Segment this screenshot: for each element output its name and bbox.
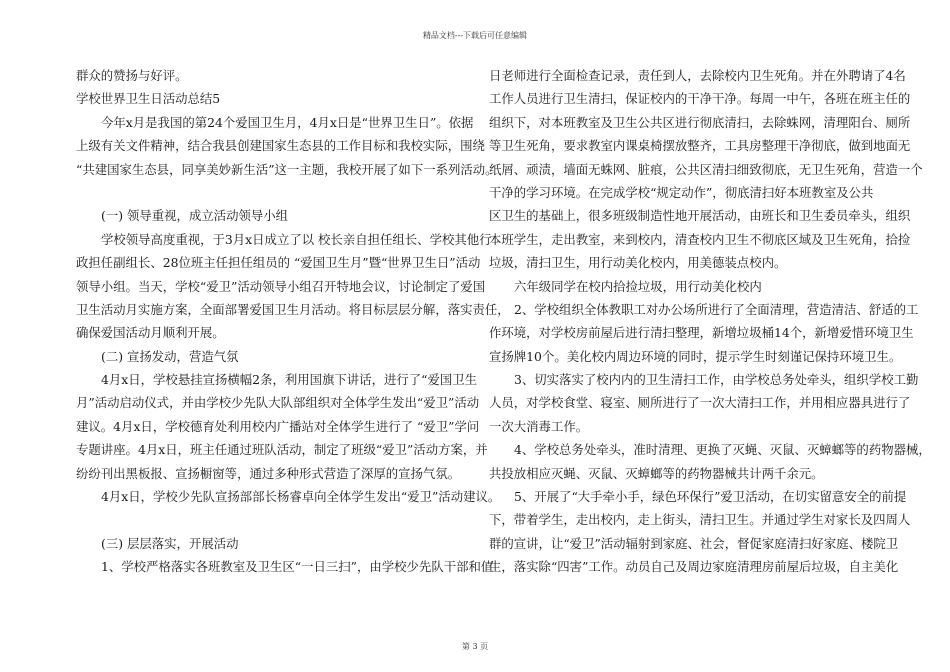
text-line: 纸屑、顽渍，墙面无蛛网、脏痕，公共区清扫细致彻底，无卫生死角，营造一个 bbox=[489, 161, 923, 177]
text-line: 学校领导高度重视，于3月x日成立了以 校长亲自担任组长、学校其他行 bbox=[101, 231, 492, 247]
text-line: 宣扬牌10个。美化校内周边环境的同时，提示学生时刻谨记保持环境卫生。 bbox=[489, 348, 902, 364]
text-line: 垃圾，清扫卫生，用行动美化校内，用美德装点校内。 bbox=[489, 255, 787, 271]
right-column bbox=[489, 64, 931, 579]
text-line: 政担任副组长、28位班主任担任组员的 “爱国卫生月”暨“世界卫生日”活动 bbox=[76, 255, 481, 271]
page-header: 精品文档---下载后可任意编辑 bbox=[422, 31, 528, 40]
text-line: 群的宣讲，让“爱卫”活动辐射到家庭、社会，督促家庭清扫好家庭、楼院卫 bbox=[489, 535, 899, 551]
text-line: 组织下，对本班教室及卫生公共区进行彻底清扫，去除蛛网，清理阳台、厕所 bbox=[489, 114, 911, 130]
text-line: (一) 领导重视，成立活动领导小组 bbox=[101, 208, 289, 224]
text-line: 生，落实除“四害”工作。动员自己及周边家庭清理房前屋后垃圾，自主美化 bbox=[489, 559, 899, 575]
text-line: 本班学生，走出教室，来到校内，清查校内卫生不彻底区域及卫生死角，拾捡 bbox=[489, 231, 911, 247]
text-line bbox=[76, 508, 448, 531]
text-line: 人员，对学校食堂、寝室、厕所进行了一次大清扫工作，并用相应器具进行了 bbox=[489, 395, 911, 411]
text-line: 共投放相应灭蝇、灭鼠、灭蟑螂等的药物器械共计两千余元。 bbox=[489, 465, 824, 481]
text-line: 等卫生死角，要求教室内课桌椅摆放整齐，工具房整理干净彻底，做到地面无 bbox=[489, 138, 911, 154]
text-line: 5、开展了“大手牵小手，绿色环保行”爱卫活动，在切实留意安全的前提 bbox=[514, 489, 907, 505]
text-line: 4月x日，学校少先队宣扬部部长杨睿卓向全体学生发出“爱卫”活动建议。 bbox=[101, 489, 501, 505]
text-line: 六年级同学在校内拾捡垃圾，用行动美化校内 bbox=[514, 278, 762, 294]
text-line: 卫生活动月实施方案，全面部署爱国卫生月活动。将目标层层分解，落实责任， bbox=[76, 301, 510, 317]
text-line: 区卫生的基础上，很多班级制造性地开展活动，由班长和卫生委员牵头，组织 bbox=[489, 208, 911, 224]
text-line: 日老师进行全面检查记录，责任到人，去除校内卫生死角。并在外聘请了4名 bbox=[489, 68, 906, 83]
text-line: 作环境，对学校房前屋后进行清扫整理，新增垃圾桶14个，新增爱惜环境卫生 bbox=[489, 325, 914, 341]
text-line: 1、学校严格落实各班教室及卫生区“一日三扫”，由学校少先队干部和值 bbox=[101, 559, 494, 575]
text-line: 确保爱国活动月顺利开展。 bbox=[76, 325, 225, 341]
text-line: 4月x日，学校悬挂宣扬横幅2条，利用国旗下讲话，进行了“爱国卫生 bbox=[101, 372, 478, 388]
text-line: 月”活动启动仪式，并由学校少先队大队部组织对全体学生发出“爱卫”活动 bbox=[76, 395, 480, 411]
text-line: 学校世界卫生日活动总结5 bbox=[76, 91, 221, 107]
text-line: 3、切实落实了校内内的卫生清扫工作，由学校总务处牵头，组织学校工勤 bbox=[514, 372, 919, 388]
text-line: 2、学校组织全体教职工对办公场所进行了全面清理，营造清洁、舒适的工 bbox=[514, 301, 919, 317]
text-line: “共建国家生态县，同享美妙新生活”这一主题，我校开展了如下一系列活动。 bbox=[76, 161, 498, 177]
text-line: (二) 宣扬发动，营造气氛 bbox=[101, 348, 239, 364]
text-line: 上级有关文件精神，结合我县创建国家生态县的工作目标和我校实际，围绕 bbox=[76, 138, 485, 154]
text-line: 干净的学习环境。在完成学校“规定动作”，彻底清扫好本班教室及公共 bbox=[489, 184, 874, 200]
text-line bbox=[76, 181, 448, 204]
text-line: 领导小组。当天，学校“爱卫”活动领导小组召开特地会议，讨论制定了爱国 bbox=[76, 278, 486, 294]
text-line: 专题讲座。4月x日，班主任通过班队活动，制定了班级“爱卫”活动方案，并 bbox=[76, 442, 488, 458]
text-line: 一次大消毒工作。 bbox=[489, 418, 589, 434]
left-column bbox=[76, 64, 510, 579]
text-line: 下，带着学生，走出校内，走上街头，清扫卫生。并通过学生对家长及四周人 bbox=[489, 512, 911, 528]
text-line: 建议。4月x日，学校德育处利用校内广播站对全体学生进行了 “爱卫”学问 bbox=[76, 418, 480, 434]
page-number: 第 3 页 bbox=[461, 642, 489, 651]
text-line: 4、学校总务处牵头，准时清理、更换了灭蝇、灭鼠、灭蟑螂等的药物器械， bbox=[514, 442, 931, 458]
text-line: (三) 层层落实，开展活动 bbox=[101, 535, 239, 551]
text-line: 工作人员进行卫生清扫，保证校内的干净干净。每周一中午，各班在班主任的 bbox=[489, 91, 911, 107]
text-line: 今年x月是我国的第24个爱国卫生月，4月x日是“世界卫生日”。依据 bbox=[101, 114, 474, 130]
text-line: 群众的赞扬与好评。 bbox=[76, 68, 188, 83]
text-line: 纷纷刊出黑板报、宣扬橱窗等，通过多种形式营造了深厚的宣扬气氛。 bbox=[76, 465, 461, 481]
